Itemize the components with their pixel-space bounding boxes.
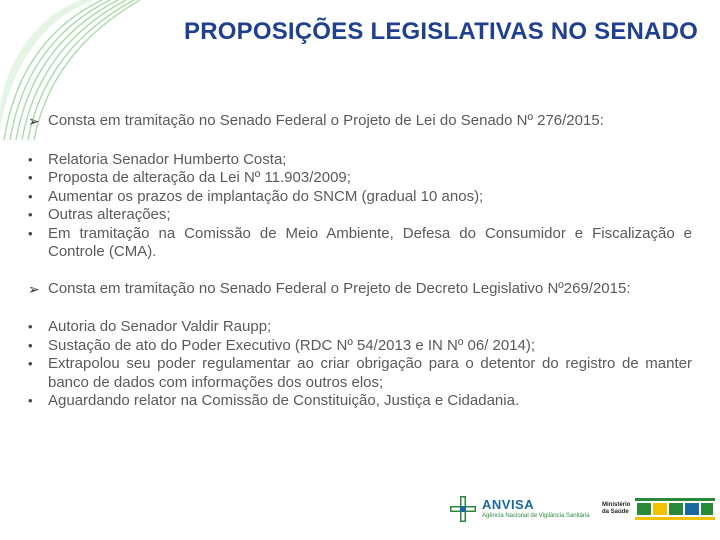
slide-content: [28, 112, 692, 411]
bullet-dot-icon: •: [28, 337, 33, 353]
list-item: • Outras alterações;: [28, 206, 171, 223]
brasil-government-logo: [635, 498, 715, 520]
section1-intro-text: Consta em tramitação no Senado Federal o Projeto de Lei do Senado Nº 276/2015:: [48, 112, 604, 129]
list-item: • Relatoria Senador Humberto Costa;: [28, 150, 287, 168]
bullet-dot-icon: •: [28, 207, 33, 222]
list-item: • Extrapolou seu poder regulamentar ao criar obrigação para o detentor do registro de manter banco de dados com informações dos outros elos;: [28, 355, 692, 391]
page-title: PROPOSIÇÕES LEGISLATIVAS NO SENADO: [184, 18, 698, 45]
bullet-dot-icon: •: [28, 393, 33, 408]
section2-list: [28, 318, 692, 411]
ministry-label: Ministério da Saúde: [602, 502, 631, 515]
bullet-dot-icon: •: [28, 170, 33, 185]
list-item: • Proposta de alteração da Lei Nº 11.903/2009;: [28, 169, 351, 186]
anvisa-cross-icon: [450, 496, 476, 522]
anvisa-subtitle: Agência Nacional de Vigilância Sanitária: [482, 513, 590, 519]
arrow-bullet-icon: ➢: [28, 280, 40, 297]
bullet-dot-icon: •: [28, 188, 33, 204]
list-item: • Sustação de ato do Poder Executivo (RDC Nº 54/2013 e IN Nº 06/ 2014);: [28, 336, 536, 354]
list-item: • Autoria do Senador Valdir Raupp;: [28, 318, 272, 335]
bullet-dot-icon: •: [28, 151, 33, 167]
footer-logos: [450, 494, 715, 524]
arrow-bullet-icon: ➢: [28, 113, 40, 129]
bullet-dot-icon: •: [28, 319, 33, 334]
section1-intro: [28, 112, 692, 131]
bullet-dot-icon: •: [28, 225, 33, 241]
list-item: • Aumentar os prazos de implantação do SNCM (gradual 10 anos);: [28, 187, 484, 205]
list-item: • Em tramitação na Comissão de Meio Ambiente, Defesa do Consumidor e Fiscalização e Controle (CMA).: [28, 224, 692, 260]
section2-intro: [28, 280, 692, 299]
bullet-dot-icon: •: [28, 356, 33, 371]
section1-list: [28, 151, 692, 262]
list-item: • Aguardando relator na Comissão de Constituição, Justiça e Cidadania.: [28, 392, 520, 409]
section2-intro-text: Consta em tramitação no Senado Federal o Prejeto de Decreto Legislativo Nº269/2015:: [48, 279, 631, 297]
anvisa-name: ANVISA: [482, 497, 535, 512]
